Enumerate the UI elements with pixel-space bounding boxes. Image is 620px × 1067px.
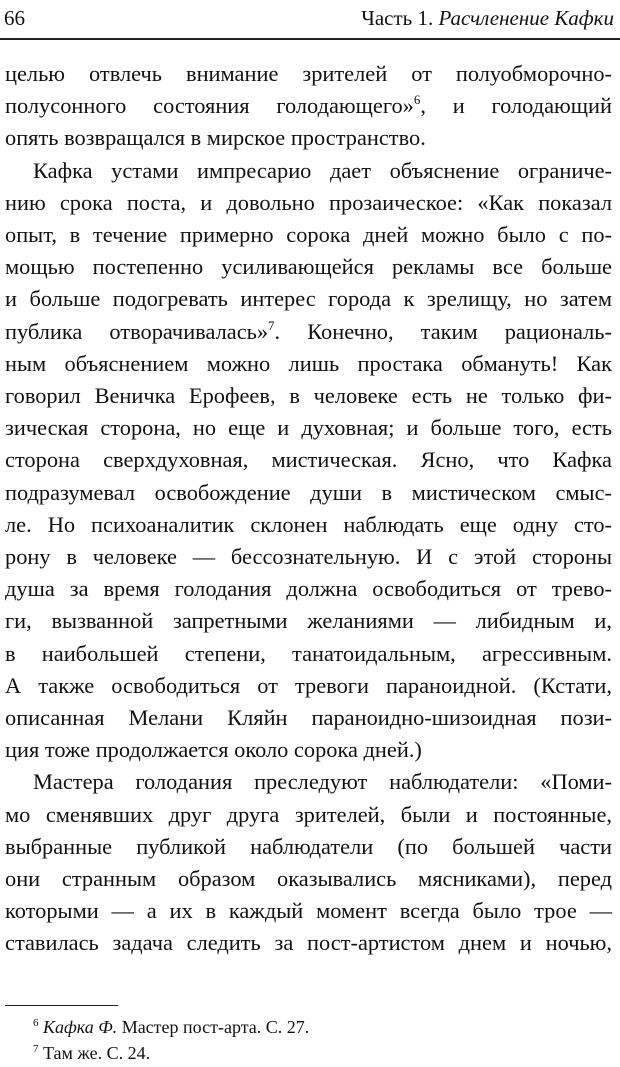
text-line: душа за время голодания должна освободиться от трево- <box>5 576 612 602</box>
footnote-text: Мастер пост-арта. С. 27. <box>117 1017 310 1037</box>
footnote <box>33 1014 612 1040</box>
footnote-author: Кафка Ф. <box>43 1017 118 1037</box>
text-line: зическая сторона, но еще и духовная; и больше того, есть <box>5 415 612 441</box>
text-line: выбранные публикой наблюдатели (по большей части <box>5 833 612 859</box>
text-line: ным объяснением можно лишь простака обмануть! Как <box>5 350 612 376</box>
text-line: рону в человеке — бессознательную. И с этой стороны <box>5 544 612 570</box>
text-line: нию срока поста, и довольно прозаическое: «Как показал <box>5 189 612 215</box>
text-line: ги, вызванной запретными желаниями — либидным и, <box>5 608 612 634</box>
header-rule <box>0 38 620 40</box>
part-label: Часть 1. <box>361 5 434 30</box>
text-line: ставилась задача следить за пост-артистом днем и ночью, <box>5 930 612 956</box>
footnote-text: Там же. С. 24. <box>43 1043 151 1063</box>
paragraph <box>5 155 612 767</box>
text-line: публика отворачивалась»$^7$. Конечно, таким рациональ- <box>5 317 612 344</box>
text-line: они странным образом оказывались мясниками), перед <box>5 866 612 892</box>
text-line: ле. Но психоаналитик склонен наблюдать еще одну сто- <box>5 511 612 537</box>
text-line: и больше подогревать интерес города к зрелищу, но затем <box>5 286 612 312</box>
body-text <box>5 58 612 960</box>
text-line: мощью постепенно усиливающейся рекламы все больше <box>5 254 612 280</box>
text-line: которыми — а их в каждый момент всегда было трое — <box>5 898 612 924</box>
text-line: опыт, в течение примерно сорока дней можно было с по- <box>5 222 612 248</box>
paragraph <box>5 58 612 155</box>
text-line: мо сменявших друг друга зрителей, были и постоянные, <box>5 801 612 827</box>
text-line: говорил Веничка Ерофеев, в человеке есть не только фи- <box>5 383 612 409</box>
text-line: целью отвлечь внимание зрителей от полуобморочно- <box>5 61 612 86</box>
text-line: в наибольшей степени, танатоидальным, агрессивным. <box>5 640 612 666</box>
running-title <box>361 6 614 31</box>
text-line: ция тоже продолжается около сорока дней.) <box>5 737 422 763</box>
text-line: полусонного состояния голодающего»$^6$, и голодающий <box>5 92 612 119</box>
text-line: Кафка устами импресарио дает объяснение ограниче- <box>33 157 612 183</box>
footnote <box>33 1040 612 1066</box>
running-header <box>4 0 614 36</box>
footnotes <box>33 1014 612 1066</box>
text-line: А также освободиться от тревоги параноидной. (Кстати, <box>5 672 612 698</box>
page-number: 66 <box>4 5 25 30</box>
footnote-mark: 6 <box>33 1017 39 1029</box>
text-line: опять возвращался в мирское пространство. <box>5 125 426 151</box>
footnote-rule <box>5 1005 118 1006</box>
footnote-mark: 7 <box>33 1043 39 1055</box>
text-line: Мастера голодания преследуют наблюдатели: «Поми- <box>33 769 612 795</box>
part-title: Расчленение Кафки <box>438 5 614 30</box>
text-line: подразумевал освобождение души в мистическом смыс- <box>5 479 612 505</box>
text-line: сторона сверхдуховная, мистическая. Ясно, что Кафка <box>5 447 612 473</box>
paragraph <box>5 766 612 959</box>
text-line: описанная Мелани Кляйн параноидно-шизоидная пози- <box>5 705 612 731</box>
